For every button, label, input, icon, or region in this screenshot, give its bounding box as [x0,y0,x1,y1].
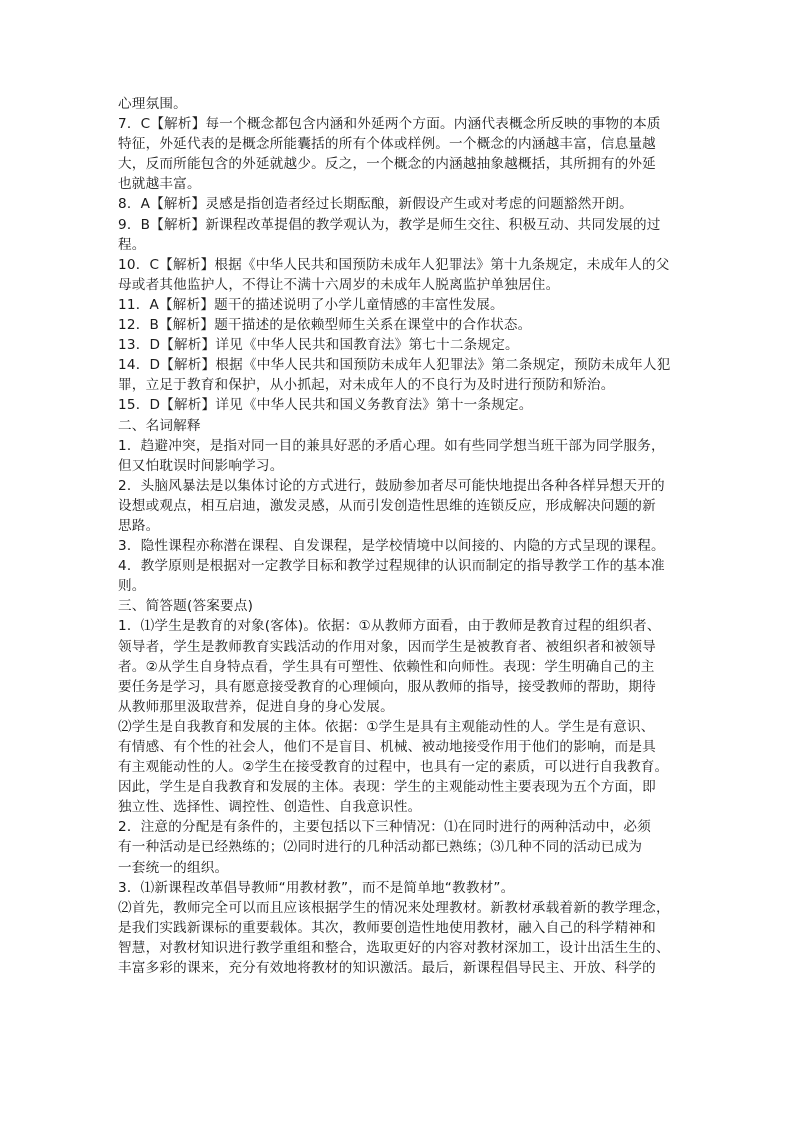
text-line: 4．教学原则是根据对一定教学目标和教学过程规律的认识而制定的指导教学工作的基本准 [118,558,665,575]
text-line: 1．趋避冲突，是指对同一目的兼具好恶的矛盾心理。如有些同学想当班干部为同学服务， [118,437,665,454]
text-line: 14．D【解析】根据《中华人民共和国预防未成年人犯罪法》第二条规定，预防未成年人犯 [118,357,671,374]
text-line: 12．B【解析】题干描述的是依赖型师生关系在课堂中的合作状态。 [118,317,532,334]
text-line: 三、简答题(答案要点) [118,598,254,615]
text-line: 13．D【解析】详见《中华人民共和国教育法》第七十二条规定。 [118,337,519,354]
text-line: 因此，学生是自我教育和发展的主体。表现：学生的主观能动性主要表现为五个方面，即 [118,779,656,796]
text-line: 是我们实践新课标的重要载体。其次，教师要创造性地使用教材，融入自己的科学精神和 [118,919,656,936]
text-line: 则。 [118,578,146,595]
text-line: 2．头脑风暴法是以集体讨论的方式进行，鼓励参加者尽可能快地提出各种各样异想天开的 [118,477,665,494]
text-line: 思路。 [118,517,160,534]
text-line: 也就越丰富。 [118,176,201,193]
text-line: 3．隐性课程亦称潜在课程、自发课程，是学校情境中以间接的、内隐的方式呈现的课程。 [118,538,665,555]
text-line: 3．⑴新课程改革倡导教师“用教材教”，而不是简单地“教教材”。 [118,879,515,896]
text-line: 有主观能动性的人。②学生在接受教育的过程中，也具有一定的素质，可以进行自我教育。 [118,759,669,776]
text-line: 独立性、选择性、调控性、创造性、自我意识性。 [118,799,422,816]
text-line: 丰富多彩的课来，充分有效地将教材的知识激活。最后，新课程倡导民主、开放、科学的 [118,960,656,977]
text-line: ⑵学生是自我教育和发展的主体。依据：①学生是具有主观能动性的人。学生是有意识、 [118,718,655,735]
text-line: 8．A【解析】灵感是指创造者经过长期酝酿，新假设产生或对考虑的问题豁然开朗。 [118,196,633,213]
text-line: 者。②从学生自身特点看，学生具有可塑性、依赖性和向师性。表现：学生明确自己的主 [118,658,655,675]
text-line: 有一种活动是已经熟练的；⑵同时进行的几种活动都已熟练；⑶几种不同的活动已成为 [118,839,643,856]
text-line: 要任务是学习，具有愿意接受教育的心理倾向，服从教师的指导，接受教师的帮助，期待 [118,678,656,695]
text-line: 母或者其他监护人，不得让不满十六周岁的未成年人脱离监护单独居住。 [118,276,560,293]
text-line: 2．注意的分配是有条件的，主要包括以下三种情况：⑴在同时进行的两种活动中，必须 [118,819,652,836]
text-line: 从教师那里汲取营养，促进自身的身心发展。 [118,698,394,715]
text-line: 程。 [118,236,146,253]
text-line: 但又怕耽误时间影响学习。 [118,457,284,474]
text-line: 设想或观点，相互启迪，激发灵感，从而引发创造性思维的连锁反应，形成解决问题的新 [118,497,656,514]
text-line: 9．B【解析】新课程改革提倡的教学观认为，教学是师生交往、积极互动、共同发展的过 [118,216,661,233]
text-line: 有情感、有个性的社会人，他们不是盲目、机械、被动地接受作用于他们的影响，而是具 [118,739,656,755]
text-line: 大，反而所能包含的外延就越少。反之，一个概念的内涵越抽象越概括，其所拥有的外延 [118,156,656,173]
text-line: 1．⑴学生是教育的对象(客体)。依据：①从教师方面看，由于教师是教育过程的组织者、 [118,618,661,635]
text-line: ⑵首先，教师完全可以而且应该根据学生的情况来处理教材。新教材承载着新的教学理念， [118,899,670,916]
text-line: 智慧，对教材知识进行教学重组和整合，选取更好的内容对教材深加工，设计出活生生的、 [118,939,670,956]
text-line: 一套统一的组织。 [118,859,229,876]
text-line: 心理氛围。 [118,96,187,112]
text-line: 特征，外延代表的是概念所能囊括的所有个体或样例。一个概念的内涵越丰富，信息量越 [118,136,656,153]
text-line: 15．D【解析】详见《中华人民共和国义务教育法》第十一条规定。 [118,397,533,414]
text-line: 领导者，学生是教师教育实践活动的作用对象，因而学生是被教育者、被组织者和被领导 [118,638,656,655]
text-line: 10．C【解析】根据《中华人民共和国预防未成年人犯罪法》第十九条规定，未成年人的父 [118,256,670,273]
text-line: 7．C【解析】每一个概念都包含内涵和外延两个方面。内涵代表概念所反映的事物的本质 [118,116,661,133]
text-line: 罪，立足于教育和保护，从小抓起，对未成年人的不良行为及时进行预防和矫治。 [118,377,615,394]
text-line: 二、名词解释 [118,417,201,434]
text-line: 11．A【解析】题干的描述说明了小学儿童情感的丰富性发展。 [118,296,504,313]
